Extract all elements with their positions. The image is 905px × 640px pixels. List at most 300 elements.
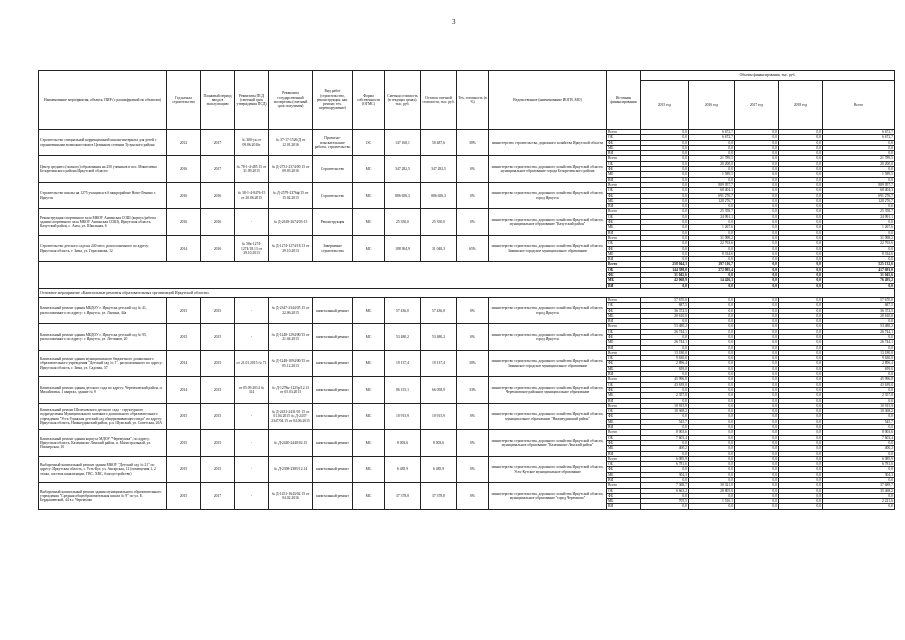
project-expertise: № Д-1248-1294/00/15 от 21.04.2015 — [269, 324, 313, 350]
fin-total: 525 132,6 — [823, 262, 895, 267]
project-ownership: МС — [353, 182, 385, 208]
project-work-type: Строительство — [313, 156, 353, 182]
project-estimated-cost: 10 915,9 — [385, 403, 421, 429]
fin-total: 8 003,6 — [823, 430, 895, 435]
fin-2015: 0,0 — [641, 493, 689, 498]
fin-2017: 0,0 — [735, 478, 779, 483]
table-body — [39, 130, 895, 510]
fin-2018: 0,0 — [779, 483, 823, 488]
fin-source: ВИ — [607, 319, 641, 324]
fin-2015: 0,0 — [641, 188, 689, 193]
fin-2018: 0,0 — [779, 209, 823, 214]
fin-2015: 8 003,6 — [641, 430, 689, 435]
fin-total: 31 098,2 — [823, 235, 895, 240]
project-readiness: 30% — [457, 350, 489, 376]
fin-2018: 0,0 — [779, 387, 823, 392]
fin-2015: 0,0 — [641, 204, 689, 209]
fin-2016: 0,0 — [689, 440, 735, 445]
fin-total: 0,0 — [823, 440, 895, 445]
project-psd: № 78-1-4-485 15 от 31.09.2015 — [235, 156, 269, 182]
fin-2017: 0,0 — [735, 483, 779, 488]
project-expertise: № Д-1278н-1225р/12.13 от 05.03.2013 — [269, 377, 313, 403]
fin-2018: 0,0 — [779, 145, 823, 150]
fin-total: 400,2 — [823, 446, 895, 451]
fin-2015: 45 996,8 — [641, 377, 689, 382]
fin-2015: 0,0 — [641, 440, 689, 445]
fin-source: ФБ — [607, 361, 641, 366]
fin-source: МБ — [607, 472, 641, 477]
fin-2018: 0,0 — [779, 225, 823, 230]
header-psd: Реквизиты ПСД (сметный срок утверждения ПСД) — [235, 71, 269, 130]
project-expertise: № Д-2618-2674/03-15 — [269, 209, 313, 235]
fin-2017: 0,0 — [735, 278, 779, 283]
project-end-year: 2016 — [201, 182, 235, 208]
fin-total: 0,0 — [823, 204, 895, 209]
fin-total: 24 091,1 — [823, 214, 895, 219]
project-name: Центр среднего (полного) образования на 250 учеников в пос. Мишелевка Белореченского района Иркутской области — [39, 156, 167, 182]
fin-2018: 0,0 — [779, 435, 823, 440]
fin-2016: 0,0 — [689, 340, 735, 345]
project-ownership: МС — [353, 209, 385, 235]
project-end-year: 2017 — [201, 156, 235, 182]
fin-2016: 8 334,6 — [689, 251, 735, 256]
fin-2018: 0,0 — [779, 409, 823, 414]
fin-source: ВИ — [607, 257, 641, 262]
project-start-year: 2015 — [167, 430, 201, 456]
fin-2017: 0,0 — [735, 273, 779, 278]
fin-total: 2 896,4 — [823, 361, 895, 366]
fin-2015: 0,0 — [641, 241, 689, 246]
fin-2017: 0,0 — [735, 435, 779, 440]
fin-2018: 0,0 — [779, 324, 823, 329]
fin-2015: 687,5 — [641, 303, 689, 308]
fin-2017: 0,0 — [735, 241, 779, 246]
fin-total: 0,0 — [823, 246, 895, 251]
fin-2016: 0,0 — [689, 361, 735, 366]
project-start-year: 2014 — [167, 377, 201, 403]
fin-2018: 0,0 — [779, 329, 823, 334]
fin-2015: 0,0 — [641, 209, 689, 214]
project-work-type: капитальный ремонт — [313, 403, 353, 429]
fin-total: 0,0 — [823, 398, 895, 403]
project-estimated-cost: 19 137,4 — [385, 350, 421, 376]
fin-source: ОБ — [607, 161, 641, 166]
fin-2018: 0,0 — [779, 273, 823, 278]
project-name: Капитальный ремонт здания муниципального бюджетного дошкольного образовательного учреждения "Детский сад № 1", расположенного по адресу: Иркутская область, г. Зима, ул. Садовая, 37 — [39, 350, 167, 376]
project-expertise: № Д-1451-1643/02.15 от 04.02.2016 — [269, 483, 313, 509]
fin-total: 31 045,6 — [823, 273, 895, 278]
fin-2018: 0,0 — [779, 493, 823, 498]
fin-source: ОБ — [607, 188, 641, 193]
fin-total: 26 744,1 — [823, 329, 895, 334]
project-expertise: № Д-2731-2374/00 15 от 09.03.2016 — [269, 156, 313, 182]
fin-2016: 0,0 — [689, 387, 735, 392]
section-title: Основное мероприятие «Капитальные ремонты образовательных организаций Иркутской области» — [39, 288, 895, 297]
project-expertise: № Д-1248-1094/00/15 от 05.12.2013 — [269, 350, 313, 376]
project-start-year: 2015 — [167, 483, 201, 509]
project-name: Выборочный капитальный ремонт здания МКОУ "Детский сад № 21" по адресу: Иркутская область, г. Усть-Кут, ул. Ангарская, 12 (помещения 1, 2 этажа, система канализации, ГВС, ХВС, благоустройство) — [39, 456, 167, 482]
project-remaining-cost: 31 048,3 — [421, 235, 457, 261]
fin-total: 9 630,0 — [823, 356, 895, 361]
project-ownership: ОС — [353, 130, 385, 156]
fin-total: 0,0 — [823, 283, 895, 288]
fin-source: Всего — [607, 262, 641, 267]
fin-total: 0,0 — [823, 467, 895, 472]
fin-2016: 0,0 — [689, 366, 735, 371]
fin-2018: 0,0 — [779, 230, 823, 235]
fin-2016: 0,0 — [689, 334, 735, 339]
project-work-type: капитальный ремонт — [313, 377, 353, 403]
fin-2015: 144 398,0 — [641, 267, 689, 272]
fin-2017: 0,0 — [735, 398, 779, 403]
project-work-type: капитальный ремонт — [313, 297, 353, 323]
fin-2015: 659,0 — [641, 366, 689, 371]
fin-source: Всего — [607, 235, 641, 240]
fin-2015: 43 639,0 — [641, 382, 689, 387]
fin-2018: 0,0 — [779, 456, 823, 461]
fin-2016: 31 098,2 — [689, 235, 735, 240]
fin-total: 25 358,7 — [823, 209, 895, 214]
fin-2015: 26 744,1 — [641, 340, 689, 345]
project-psd: - — [235, 456, 269, 482]
fin-2018: 0,0 — [779, 478, 823, 483]
project-name: Строительство школы на 1275 учащихся в 6 микрорайоне Ново-Ленино г. Иркутск — [39, 182, 167, 208]
fin-2015: 6 085,9 — [641, 456, 689, 461]
fin-2016: 0,0 — [689, 246, 735, 251]
fin-2017: 0,0 — [735, 172, 779, 177]
fin-2016: 128 276,7 — [689, 198, 735, 203]
project-estimated-cost: 147 168,1 — [385, 130, 421, 156]
fin-2017: 0,0 — [735, 246, 779, 251]
fin-source: ФБ — [607, 193, 641, 198]
fin-2015: 0,0 — [641, 372, 689, 377]
project-psd: - — [235, 297, 269, 323]
fin-2017: 0,0 — [735, 177, 779, 182]
fin-2017: 0,0 — [735, 303, 779, 308]
project-remaining-cost: 50 487,6 — [421, 130, 457, 156]
fin-total: 7 603,4 — [823, 435, 895, 440]
fin-total: 0,0 — [823, 319, 895, 324]
fin-2017: 0,0 — [735, 414, 779, 419]
budget-table-wrapper — [38, 70, 893, 510]
fin-2016: 0,0 — [689, 177, 735, 182]
project-psd: - — [235, 209, 269, 235]
fin-2016: 0,0 — [689, 324, 735, 329]
fin-2017: 0,0 — [735, 319, 779, 324]
project-readiness: 0% — [457, 403, 489, 429]
fin-2017: 0,0 — [735, 135, 779, 140]
fin-2016: 1 589,5 — [689, 172, 735, 177]
project-expertise: № Д-2440-2440/02.15 — [269, 430, 313, 456]
fin-2016: 68 404,3 — [689, 188, 735, 193]
fin-2017: 0,0 — [735, 456, 779, 461]
fin-2017: 0,0 — [735, 430, 779, 435]
header-rem-cost: Остаток сметной стоимости, тыс. руб. — [421, 71, 457, 130]
project-expertise: № Д-2579-2376ф/15 от 15.02.2015 — [269, 182, 313, 208]
fin-2015: 36 372,5 — [641, 308, 689, 313]
header-expert: Реквизиты государственной экспертизы (сметный срок получения) — [269, 71, 313, 130]
fin-2018: 0,0 — [779, 356, 823, 361]
project-estimated-cost: 53 480,2 — [385, 324, 421, 350]
fin-2015: 0,0 — [641, 319, 689, 324]
project-name: Капитальный ремонт Шелеховского детского сада - структурного подразделения Муниципального казенного дошкольного образовательного учреждения "Усть-Удинская детский сад общеразвивающего вида" по адресу: Иркутская область, Нижнеудинский район, р.п. Шумский, ул. Советская, 26А — [39, 403, 167, 429]
project-psd: - — [235, 483, 269, 509]
project-end-year: 2017 — [201, 130, 235, 156]
fin-2018: 0,0 — [779, 372, 823, 377]
project-name: Капитальный ремонт здания МБДОУ г. Иркутска детский сад № 41, расположенного по адресу: г. Иркутск, ул. Лызина, 44а — [39, 297, 167, 323]
fin-2017: 0,0 — [735, 214, 779, 219]
fin-2015: 0,0 — [641, 156, 689, 161]
fin-2017: 0,0 — [735, 198, 779, 203]
header-start: Год начала строительства — [167, 71, 201, 130]
fin-2017: 0,0 — [735, 193, 779, 198]
fin-2018: 0,0 — [779, 504, 823, 509]
fin-2017: 0,0 — [735, 382, 779, 387]
fin-source: Всего — [607, 483, 641, 488]
project-end-year: 2016 — [201, 209, 235, 235]
fin-total: 76 495,2 — [823, 278, 895, 283]
header-work: Вид работ (строительство, реконструкция, кап. ремонт, тех. перевооружение) — [313, 71, 353, 130]
fin-source: Всего — [607, 456, 641, 461]
project-end-year: 2015 — [201, 324, 235, 350]
fin-2017: 0,0 — [735, 488, 779, 493]
project-start-year: 2015 — [167, 297, 201, 323]
fin-2016: 30 321,0 — [689, 483, 735, 488]
fin-2018: 0,0 — [779, 393, 823, 398]
project-agency: министерство строительства, дорожного хозяйства Иркутской области, муниципальное образование "Казачинско-Ленский район" — [489, 430, 607, 456]
fin-2016: 272 095,4 — [689, 267, 735, 272]
fin-2017: 0,0 — [735, 161, 779, 166]
fin-2018: 0,0 — [779, 350, 823, 355]
project-name: Реконструкция спортивного зала МКОУ Ангинская СОШ (корпус/работы здания спортивного зала МКОУ Ангинская СОШ), Иркутская область, Качугский район, с. Анга, ул. Школьная, 6 — [39, 209, 167, 235]
fin-total: 0,0 — [823, 372, 895, 377]
fin-2016: 0,0 — [689, 493, 735, 498]
fin-source: МБ — [607, 499, 641, 504]
project-remaining-cost: 25 350,0 — [421, 209, 457, 235]
project-remaining-cost: 347 282,5 — [421, 156, 457, 182]
project-start-year: 2016 — [167, 182, 201, 208]
fin-2018: 0,0 — [779, 241, 823, 246]
fin-2015: 6 663,2 — [641, 488, 689, 493]
project-agency: министерство строительства, дорожного хозяйства Иркутской области, Черемховское районное муниципальное образование — [489, 377, 607, 403]
fin-2018: 0,0 — [779, 167, 823, 172]
fin-2018: 0,0 — [779, 462, 823, 467]
project-estimated-cost: 886 656,3 — [385, 182, 421, 208]
fin-2015: 0,0 — [641, 177, 689, 182]
fin-2016: 0,0 — [689, 220, 735, 225]
fin-2015: 53 480,2 — [641, 324, 689, 329]
project-agency: министерство строительства, дорожного хозяйства Иркутской области, город Иркутск — [489, 297, 607, 323]
project-start-year: 2016 — [167, 156, 201, 182]
fin-source: МБ — [607, 313, 641, 318]
fin-2016: 0,0 — [689, 273, 735, 278]
fin-2016: 0,0 — [689, 377, 735, 382]
fin-source: ФБ — [607, 140, 641, 145]
project-ownership: МС — [353, 377, 385, 403]
fin-source: ВИ — [607, 177, 641, 182]
fin-2015: 0,0 — [641, 387, 689, 392]
fin-source: МБ — [607, 278, 641, 283]
project-psd: № 300-ук от 09.06.2016г — [235, 130, 269, 156]
project-estimated-cost: 25 350,0 — [385, 209, 421, 235]
fin-2017: 0,0 — [735, 130, 779, 135]
fin-2016: 0,0 — [689, 313, 735, 318]
project-psd: № 38-1-4-0476-15 от 20.06.2015 — [235, 182, 269, 208]
project-readiness: 0% — [457, 156, 489, 182]
fin-2018: 0,0 — [779, 257, 823, 262]
fin-2018: 0,0 — [779, 278, 823, 283]
fin-2016: 0,0 — [689, 350, 735, 355]
fin-2017: 0,0 — [735, 283, 779, 288]
fin-source: ВИ — [607, 504, 641, 509]
fin-2018: 0,0 — [779, 499, 823, 504]
fin-2015: 6 781,6 — [641, 462, 689, 467]
fin-2017: 0,0 — [735, 329, 779, 334]
fin-source: ОБ — [607, 267, 641, 272]
fin-2017: 0,0 — [735, 220, 779, 225]
fin-2016: 0,0 — [689, 257, 735, 262]
fin-2016: 28 805,0 — [689, 488, 735, 493]
fin-2016: 0,0 — [689, 456, 735, 461]
fin-source: ФБ — [607, 414, 641, 419]
fin-2016: 0,0 — [689, 504, 735, 509]
fin-2017: 0,0 — [735, 140, 779, 145]
fin-2018: 0,0 — [779, 403, 823, 408]
project-readiness: 0% — [457, 430, 489, 456]
fin-total: 691 276,7 — [823, 193, 895, 198]
fin-2017: 0,0 — [735, 377, 779, 382]
fin-2018: 0,0 — [779, 382, 823, 387]
fin-2017: 0,0 — [735, 225, 779, 230]
fin-total: 20 610,0 — [823, 313, 895, 318]
fin-2018: 0,0 — [779, 488, 823, 493]
project-start-year: 2016 — [167, 209, 201, 235]
fin-source: ВИ — [607, 345, 641, 350]
fin-source: ФБ — [607, 387, 641, 392]
project-agency: министерство строительства, дорожного хозяйства Иркутской области, муниципальное образование "Нижнеудинский район" — [489, 403, 607, 429]
fin-2017: 0,0 — [735, 204, 779, 209]
project-agency: министерство строительства, дорожного хозяйства Иркутской области, город Иркутск — [489, 182, 607, 208]
fin-2015: 31 045,6 — [641, 273, 689, 278]
header-source: Источник финансирования — [607, 71, 641, 130]
fin-2015: 0,0 — [641, 345, 689, 350]
fin-total: 417 693,0 — [823, 267, 895, 272]
project-end-year: 2015 — [201, 350, 235, 376]
fin-total: 0,0 — [823, 451, 895, 456]
fin-source: ВИ — [607, 283, 641, 288]
fin-2018: 0,0 — [779, 130, 823, 135]
project-ownership: МС — [353, 235, 385, 261]
fin-2018: 0,0 — [779, 172, 823, 177]
project-psd: от 21.01.2015 № 71 — [235, 350, 269, 376]
header-est-cost: Сметная стоимость (в текущих ценах), тыс. руб. — [385, 71, 421, 130]
fin-total: 889 957,7 — [823, 182, 895, 187]
header-2018: 2018 год — [779, 81, 823, 130]
fin-total: 1 589,5 — [823, 172, 895, 177]
fin-2015: 0,0 — [641, 504, 689, 509]
fin-2016: 25 358,7 — [689, 209, 735, 214]
fin-2016: 0,0 — [689, 467, 735, 472]
project-estimated-cost: 57 436,0 — [385, 297, 421, 323]
fin-2016: 889 957,7 — [689, 182, 735, 187]
fin-2015: 9 630,0 — [641, 356, 689, 361]
fin-2016: 22 763,6 — [689, 241, 735, 246]
project-remaining-cost: 37 378,8 — [421, 483, 457, 509]
fin-2017: 0,0 — [735, 340, 779, 345]
fin-2018: 0,0 — [779, 425, 823, 430]
fin-2015: 304,3 — [641, 472, 689, 477]
project-estimated-cost: 8 003,6 — [385, 430, 421, 456]
fin-2015: 0,0 — [641, 425, 689, 430]
fin-2015: 400,2 — [641, 446, 689, 451]
fin-2018: 0,0 — [779, 140, 823, 145]
fin-source: ОБ — [607, 329, 641, 334]
project-name: Капитальный ремонт здания детского сада по адресу: Черемховский район, п. Михайловка, 1 квартал, здание № 9 — [39, 377, 167, 403]
project-ownership: МС — [353, 483, 385, 509]
header-agency: Ведомственное (наименование ИОГВ, МО) — [489, 71, 607, 130]
fin-source: МБ — [607, 419, 641, 424]
fin-2015: 0,0 — [641, 140, 689, 145]
fin-2016: 0,0 — [689, 382, 735, 387]
project-estimated-cost: 6 485,9 — [385, 456, 421, 482]
fin-2017: 0,0 — [735, 446, 779, 451]
fin-2016: 0,0 — [689, 403, 735, 408]
fin-total: 545,7 — [823, 419, 895, 424]
fin-2018: 0,0 — [779, 451, 823, 456]
fin-source: ВИ — [607, 204, 641, 209]
project-start-year: 2014 — [167, 235, 201, 261]
fin-2016: 14 426,3 — [689, 278, 735, 283]
fin-2017: 0,0 — [735, 257, 779, 262]
project-start-year: 2015 — [167, 403, 201, 429]
fin-total: 26 744,1 — [823, 340, 895, 345]
fin-2018: 0,0 — [779, 235, 823, 240]
project-agency: министерство строительства, дорожного хозяйства Иркутской области, город Иркутск — [489, 324, 607, 350]
fin-source: МБ — [607, 172, 641, 177]
fin-total: 6 781,6 — [823, 462, 895, 467]
fin-total: 6 672,7 — [823, 130, 895, 135]
project-agency: министерство строительства, дорожного хозяйства Иркутской области, муниципальное образование "город Черемхово" — [489, 483, 607, 509]
project-remaining-cost: 66 058,9 — [421, 377, 457, 403]
fin-2017: 0,0 — [735, 145, 779, 150]
fin-2016: 0,0 — [689, 308, 735, 313]
fin-2016: 24 091,1 — [689, 214, 735, 219]
fin-2018: 0,0 — [779, 177, 823, 182]
project-ownership: МС — [353, 456, 385, 482]
fin-2016: 0,0 — [689, 393, 735, 398]
fin-2018: 0,0 — [779, 334, 823, 339]
fin-source: ФБ — [607, 440, 641, 445]
fin-total: 21 789,5 — [823, 156, 895, 161]
fin-2015: 0,0 — [641, 451, 689, 456]
fin-2016: 1 516,1 — [689, 499, 735, 504]
fin-2016: 0,0 — [689, 297, 735, 302]
fin-2016: 0,0 — [689, 372, 735, 377]
fin-source: ФБ — [607, 308, 641, 313]
fin-total: 13 180,0 — [823, 350, 895, 355]
fin-2016: 0,0 — [689, 472, 735, 477]
fin-2018: 0,0 — [779, 214, 823, 219]
fin-2018: 0,0 — [779, 161, 823, 166]
fin-2017: 0,0 — [735, 366, 779, 371]
fin-2018: 0,0 — [779, 204, 823, 209]
fin-2015: 2 896,4 — [641, 361, 689, 366]
header-fin-group: Объемы финансирования, тыс. руб. — [641, 71, 895, 81]
project-agency: министерство строительства, дорожного хозяйства Иркутской области, Усть-Кутское муниципальное образование — [489, 456, 607, 482]
fin-total: 0,0 — [823, 493, 895, 498]
section-total-spacer — [39, 262, 607, 288]
fin-2016: 0,0 — [689, 435, 735, 440]
